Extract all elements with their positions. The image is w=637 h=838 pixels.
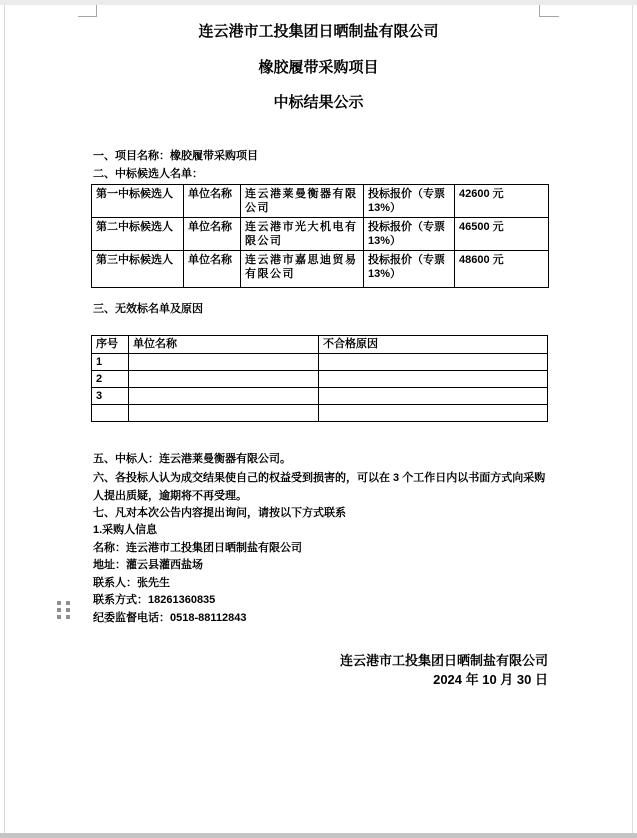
page-top-edge: [0, 0, 637, 5]
candidate-rank: 第一中标候选人: [92, 185, 184, 218]
table-header-row: [92, 336, 548, 354]
column-header-reason: 不合格原因: [319, 336, 548, 354]
reason-cell: [319, 371, 548, 388]
doc-title-notice: 中标结果公示: [273, 94, 364, 111]
candidate-company: 连云港市嘉思迪贸易有限公司: [241, 251, 364, 288]
signature-block: [0, 651, 548, 689]
row-number: 2: [92, 371, 129, 388]
reason-cell: [319, 388, 548, 405]
purchaser-name: 名称：连云港市工投集团日晒制盐有限公司: [93, 541, 302, 554]
section-project-name: 一、项目名称：橡胶履带采购项目: [93, 150, 258, 162]
unit-cell: [129, 405, 319, 422]
handle-dot: [57, 608, 61, 612]
row-number: [92, 405, 129, 422]
bid-amount: 46500 元: [455, 218, 549, 251]
candidate-company: 连云港莱曼衡器有限公司: [241, 185, 364, 218]
paragraph-drag-handle[interactable]: [57, 601, 70, 619]
price-label: 投标报价（专票13%）: [364, 185, 455, 218]
row-number: 1: [92, 354, 129, 371]
purchaser-address: 地址：灌云县灌西盐场: [93, 559, 203, 572]
unit-label: 单位名称: [184, 218, 241, 251]
table-row: [92, 218, 549, 251]
row-number: 3: [92, 388, 129, 405]
handle-dot: [66, 601, 70, 605]
page-left-edge: [4, 5, 5, 833]
table-row: [92, 354, 548, 371]
section-objection-notice: 六、各投标人认为成交结果使自己的权益受到损害的，可以在 3 个工作日内以书面方式向采购人提出质疑，逾期将不再受理。: [93, 472, 546, 502]
purchaser-heading: 1.采购人信息: [93, 524, 158, 536]
price-label: 投标报价（专票13%）: [364, 251, 455, 288]
table-row: [92, 251, 549, 288]
handle-dot: [57, 615, 61, 619]
unit-label: 单位名称: [184, 185, 241, 218]
price-label: 投标报价（专票13%）: [364, 218, 455, 251]
table-row: [92, 405, 548, 422]
section-winner: 五、中标人：连云港莱曼衡器有限公司。: [93, 453, 291, 465]
purchaser-info-block: [93, 522, 302, 628]
table-row: [92, 388, 548, 405]
handle-dot: [66, 608, 70, 612]
invalid-bids-table: [91, 335, 548, 422]
signature-company: 连云港市工投集团日晒制盐有限公司: [339, 653, 548, 668]
unit-label: 单位名称: [184, 251, 241, 288]
candidate-rank: 第三中标候选人: [92, 251, 184, 288]
page-right-edge: [632, 5, 633, 833]
reason-cell: [319, 354, 548, 371]
candidates-table: [91, 184, 549, 288]
bid-amount: 42600 元: [455, 185, 549, 218]
table-row: [92, 185, 549, 218]
section-invalid-heading: 三、无效标名单及原因: [93, 303, 203, 315]
unit-cell: [129, 371, 319, 388]
signature-date: 2024 年 10 月 30 日: [433, 672, 548, 687]
doc-title-project: 橡胶履带采购项目: [258, 59, 379, 76]
purchaser-contact: 联系人：张先生: [93, 576, 170, 589]
doc-title-company: 连云港市工投集团日晒制盐有限公司: [198, 23, 439, 40]
bid-amount: 48600 元: [455, 251, 549, 288]
section-inquiry-heading: 七、凡对本次公告内容提出询问，请按以下方式联系: [93, 507, 346, 519]
unit-cell: [129, 388, 319, 405]
purchaser-phone: 联系方式：18261360835: [93, 594, 216, 607]
column-header-no: 序号: [92, 336, 129, 354]
section-candidates-heading: 二、中标候选人名单：: [93, 168, 203, 180]
purchaser-supervision-phone: 纪委监督电话：0518-88112843: [93, 611, 247, 624]
candidate-company: 连云港市光大机电有限公司: [241, 218, 364, 251]
page-bottom-edge: [0, 833, 637, 838]
candidate-rank: 第二中标候选人: [92, 218, 184, 251]
column-header-unit: 单位名称: [129, 336, 319, 354]
handle-dot: [57, 601, 61, 605]
unit-cell: [129, 354, 319, 371]
handle-dot: [66, 615, 70, 619]
table-row: [92, 371, 548, 388]
reason-cell: [319, 405, 548, 422]
